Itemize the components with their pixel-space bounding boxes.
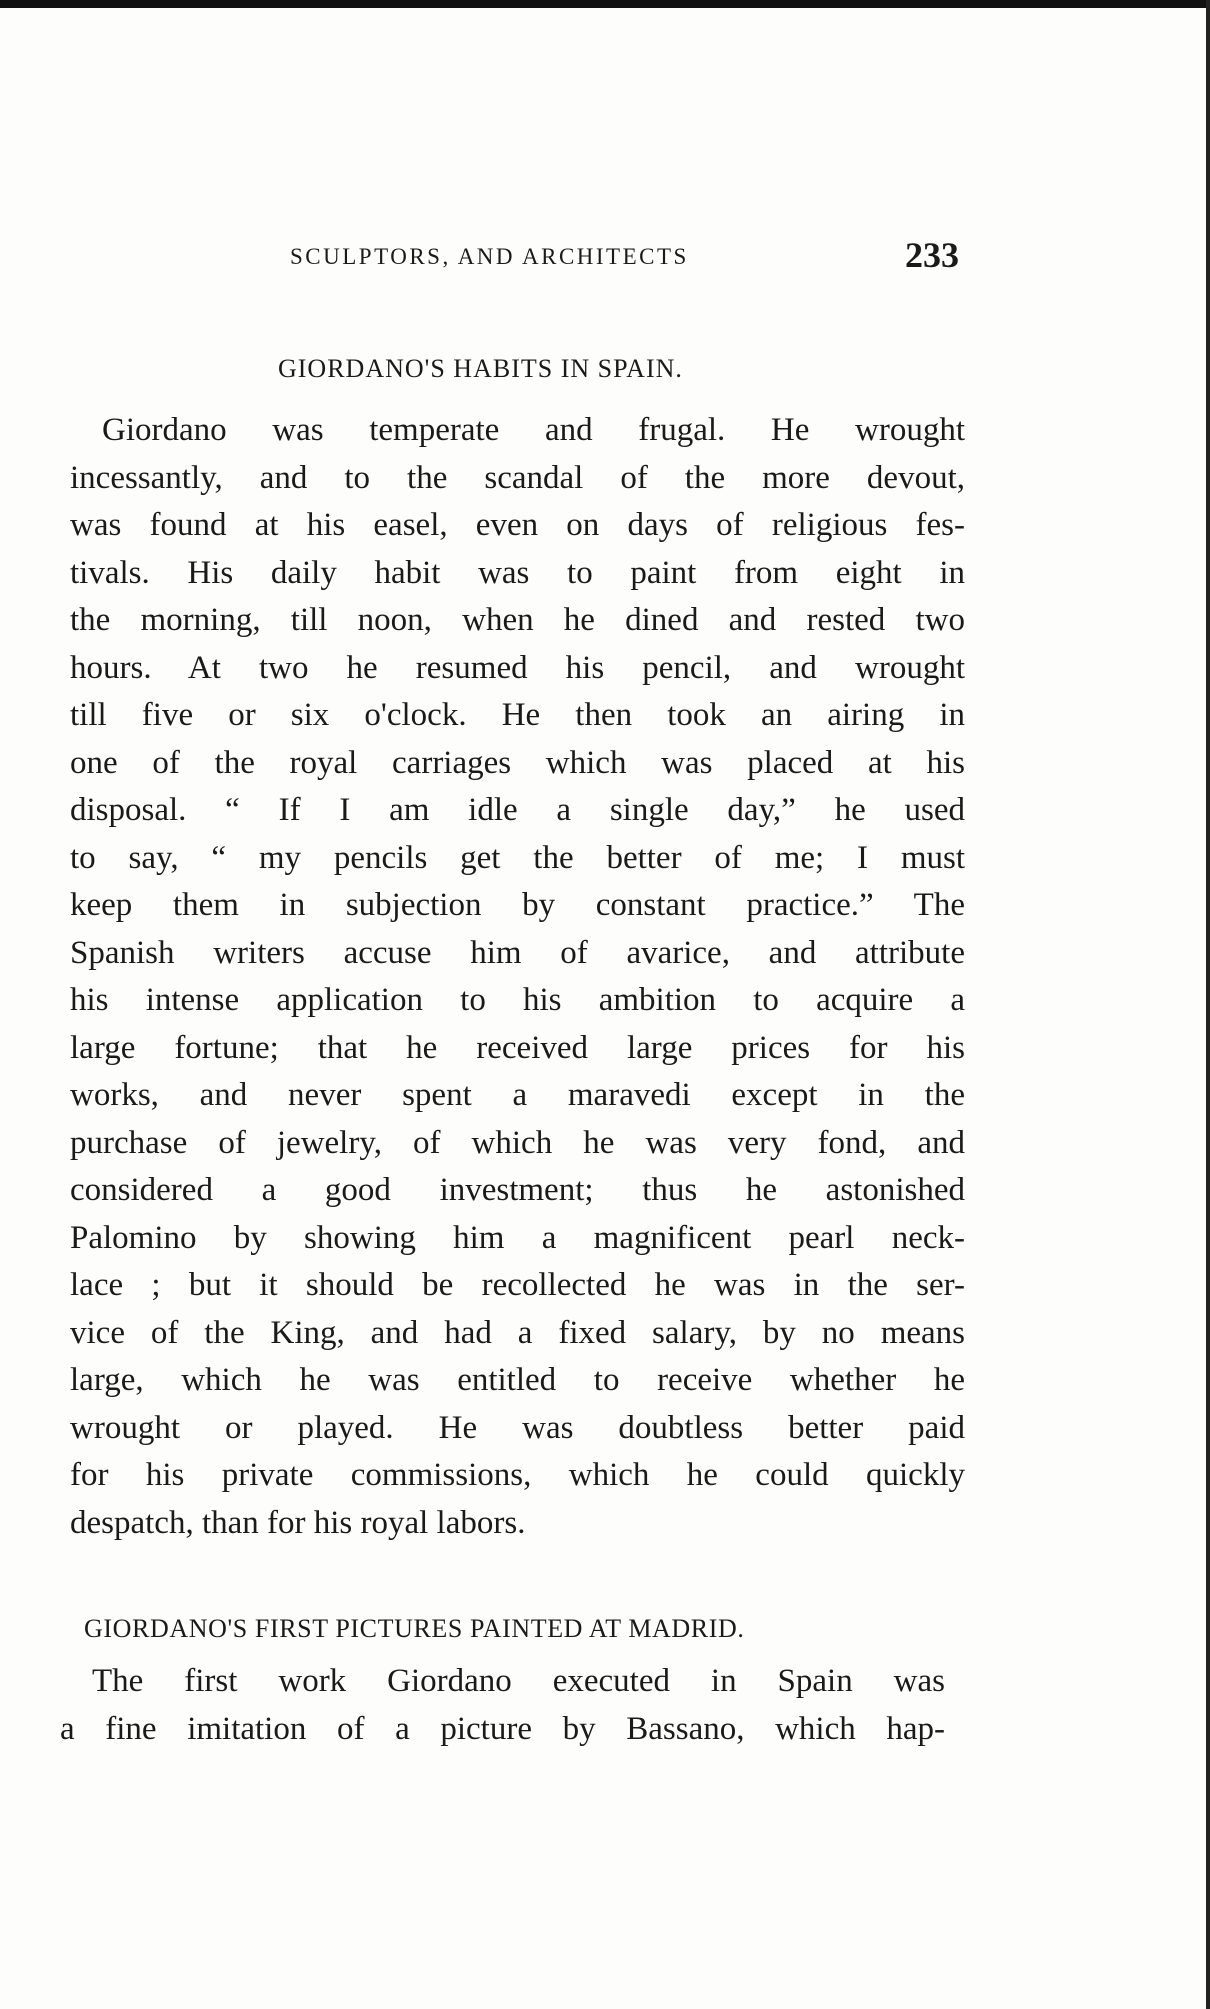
text-line: purchase of jewelry, of which he was very fond, and — [70, 1124, 965, 1161]
text-line: keep them in subjection by constant practice.” The — [70, 887, 965, 923]
text-line: a fine imitation of a picture by Bassano, which hap- — [60, 1710, 945, 1747]
text-line: considered a good investment; thus he astonished — [70, 1172, 965, 1208]
text-line: incessantly, and to the scandal of the more devout, — [70, 459, 965, 496]
text-line: works, and never spent a maravedi except in the — [70, 1077, 965, 1113]
text-line: the morning, till noon, when he dined and rested two — [70, 602, 965, 638]
text-line: vice of the King, and had a fixed salary, by no means — [70, 1314, 965, 1351]
text-line: Giordano was temperate and frugal. He wrought — [102, 412, 965, 448]
text-line: large, which he was entitled to receive whether he — [70, 1362, 965, 1398]
scan-right-edge — [1206, 0, 1210, 2009]
text-line: despatch, than for his royal labors. — [70, 1504, 526, 1541]
text-line: lace ; but it should be recollected he was in the ser- — [70, 1267, 965, 1303]
text-line: The first work Giordano executed in Spain was — [92, 1663, 945, 1699]
running-head — [0, 235, 1210, 280]
text-line: Spanish writers accuse him of avarice, and attribute — [70, 934, 965, 971]
section-heading-first-pictures: GIORDANO'S FIRST PICTURES PAINTED AT MADRID. — [84, 1614, 745, 1643]
text-line: one of the royal carriages which was placed at his — [70, 744, 965, 781]
text-line: till five or six o'clock. He then took an airing in — [70, 697, 965, 733]
text-line: Palomino by showing him a magnificent pearl neck- — [70, 1219, 965, 1256]
text-line: tivals. His daily habit was to paint from eight in — [70, 554, 965, 591]
running-title: SCULPTORS, AND ARCHITECTS — [290, 244, 689, 269]
text-line: large fortune; that he received large prices for his — [70, 1029, 965, 1066]
text-line: wrought or played. He was doubtless better paid — [70, 1409, 965, 1446]
section-heading-habits: GIORDANO'S HABITS IN SPAIN. — [278, 354, 683, 383]
text-line: to say, “ my pencils get the better of me; I must — [70, 839, 965, 876]
text-line: hours. At two he resumed his pencil, and wrought — [70, 649, 965, 686]
paragraph-habits — [70, 407, 965, 1547]
text-line: was found at his easel, even on days of religious fes- — [70, 507, 965, 543]
scan-top-edge — [0, 0, 1210, 8]
page-number: 233 — [905, 235, 959, 275]
paragraph-first-pictures — [60, 1658, 945, 1753]
text-line: disposal. “ If I am idle a single day,” he used — [70, 792, 965, 828]
text-line: his intense application to his ambition to acquire a — [70, 982, 965, 1018]
text-line: for his private commissions, which he could quickly — [70, 1457, 965, 1493]
